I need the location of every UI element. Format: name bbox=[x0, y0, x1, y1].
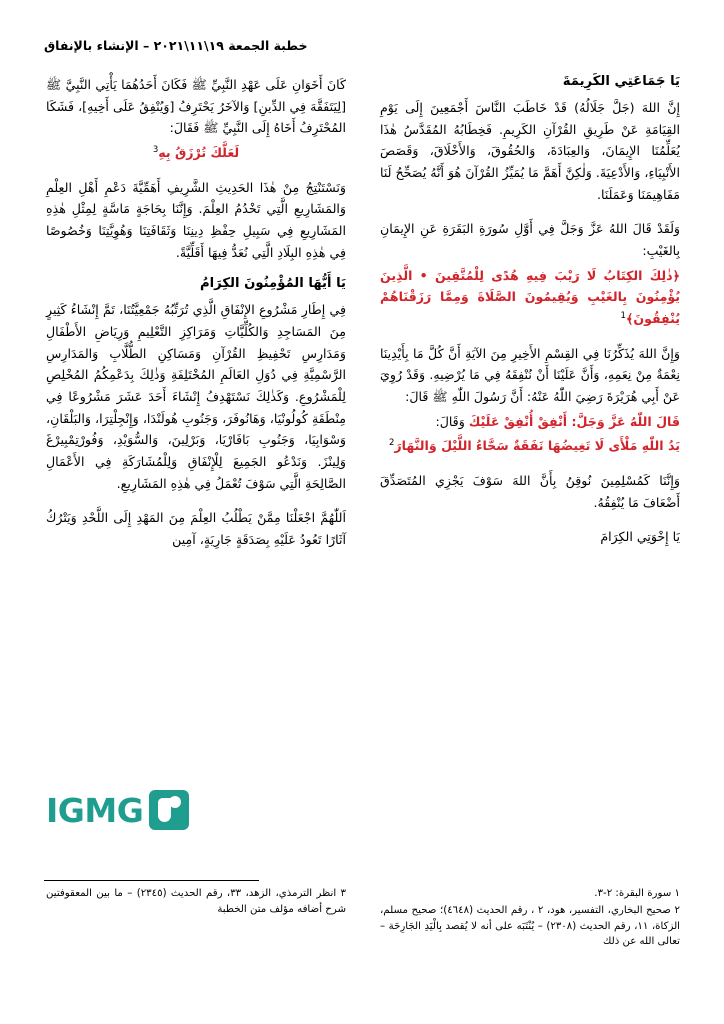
right-paragraph-4: وَإِنَّنَا كَمُسْلِمِينَ نُوقِنُ بِأَنَّ اللهَ سَوْفَ يَجْزِي المُتَصَدِّقَ أَضْعَافَ مَا يُنْفِقُهُ. bbox=[380, 472, 680, 510]
footnotes-left-column bbox=[46, 886, 346, 986]
left-hadith-quote-text: لَعَلَّكَ تُرْزَقُ بِهِ bbox=[158, 144, 240, 160]
hadith-quote bbox=[380, 435, 680, 457]
right-column-heading: يَا جَمَاعَتِي الكَرِيمَةَ bbox=[562, 74, 680, 89]
left-paragraph-2: وَنَسْتَنْتِجُ مِنْ هٰذَا الحَدِيثِ الشَّرِيفِ أَهَمِّيَّةَ دَعْمِ أَهْلِ العِلْمِ وَالمَشَارِيعِ الَّتِي تَخْدُمُ العِلْمَ. وَإِنَّنَا بِحَاجَةٍ مَاسَّةٍ لِمِثْلِ هٰذِهِ المَشَارِيعِ فِي سَبِيلِ حِفْظِ دِينِنَا وَثَقَافَتِنَا وَهُوِيَّتِنَا وَخُصُوصًا فِي هٰذِهِ البِلَادِ الَّتِي نُعَدُّ فِيهَا أَقَلِّيَّةً. bbox=[46, 179, 346, 260]
hadith-footnote-marker: 2 bbox=[388, 438, 395, 448]
hadith-intro bbox=[380, 411, 680, 433]
left-column-heading: يَا أَيُّهَا المُؤْمِنُونَ الكِرَامُ bbox=[200, 276, 346, 292]
footnote-2: ٢ صحيح البخاري، التفسير، هود، ٢ ، رقم الحديث (٤٦٤٨)؛ صحيح مسلم، الزكاة، ١١، رقم الحديث (٢٣٠٨) – يُنْتَبَه على أنه لا يُقصد بِالْيَدِ الجَارِحَة – تعالى الله عن ذلك bbox=[380, 904, 681, 948]
hadith-intro-text: قَالَ اللّٰهُ عَزَّ وَجَلَّ: أَنْفِقْ أُنْفِقْ عَلَيْكَ bbox=[468, 413, 680, 429]
footnote-3: ٣ انظر الترمذي، الزهد، ٣٣، رقم الحديث (٢٣٤٥) – ما بين المعقوفتين شرح أضافه مؤلف متن الخطبة bbox=[46, 888, 346, 915]
quran-quote-footnote-marker: 1 bbox=[620, 310, 626, 321]
right-paragraph-3: وَإِنَّ اللهَ يُذَكِّرُنَا فِي القِسْمِ الأَخِيرِ مِنَ الآيَةِ أَنَّ كُلَّ مَا بِأَيْدِينَا نِعْمَةٌ مِنْ نِعَمِهِ، وَأَنَّ عَلَيْنَا أَنْ نُنْفِقَهُ فِي مَا يُرْضِيهِ. وَقَدْ رُوِيَ عَنْ أَبِي هُرَيْرَةَ رَضِيَ اللّٰهُ عَنْهُ: أَنَّ رَسُولَ اللّٰهِ ﷺ قَالَ: bbox=[380, 345, 680, 404]
footnote-divider bbox=[44, 880, 259, 881]
left-hadith-footnote-marker: 3 bbox=[152, 144, 159, 155]
hadith-after-text: وَقَالَ: bbox=[435, 413, 465, 429]
body-columns bbox=[44, 74, 680, 764]
right-column bbox=[380, 74, 680, 764]
page-header: خطبة الجمعة ١٩\١١\٢٠٢١ – الإنشاء بالإنفاق bbox=[44, 38, 308, 53]
right-closing-address: يَا إِخْوَتِي الكِرَامَ bbox=[600, 529, 680, 545]
left-hadith-quote bbox=[46, 142, 346, 164]
right-paragraph-1: إِنَّ اللهَ (جَلَّ جَلَالُهُ) قَدْ خَاطَبَ النَّاسَ أَجْمَعِينَ إِلَى يَوْمِ القِيَامَةِ عَنْ طَرِيقِ القُرْآنِ الكَرِيمِ. فَخِطَابُهُ المُقَدَّسُ هٰذَا يُعَلِّمُنَا الإِيمَانَ، وَالعِبَادَةَ، وَالحُقُوقَ، وَالأَخْلَاقَ، وَقَصَصَ الأَنْبِيَاءِ، وَالأَدْعِيَةَ. وَلٰكِنَّ أَهَمَّ مَا يُمَيِّزُ القُرْآنَ هُوَ أَنَّهُ يُصَحِّحُ لَنَا مَفَاهِيمَنَا وَعَمَلَنَا. bbox=[380, 100, 680, 202]
footnotes-right-column bbox=[380, 886, 680, 986]
right-paragraph-2: وَلَقَدْ قَالَ اللهُ عَزَّ وَجَلَّ فِي أَوَّلِ سُورَةِ البَقَرَةِ عَنِ الإِيمَانِ بِالغَيْبِ: bbox=[380, 221, 680, 258]
igmg-logo bbox=[46, 790, 189, 830]
igmg-mark-icon bbox=[149, 790, 189, 830]
igmg-logo-text: IGMG bbox=[46, 790, 144, 830]
hadith-quote-text: يَدُ اللّٰهِ مَلْأَى لَا تَغِيضُهَا نَفَقَةٌ سَحَّاءُ اللَّيْلَ وَالنَّهَارَ bbox=[394, 438, 680, 454]
left-column bbox=[46, 74, 346, 764]
quran-quote-text: ﴿ذٰلِكَ الكِتَابُ لَا رَيْبَ فِيهِ هُدًى لِلْمُتَّقِينَ • الَّذِينَ يُؤْمِنُونَ بِالغَيْبِ وَيُقِيمُونَ الصَّلَاةَ وَمِمَّا رَزَقْنَاهُمْ يُنْفِقُونَ﴾ bbox=[380, 267, 680, 326]
footnotes bbox=[44, 886, 680, 986]
left-paragraph-1: كَانَ أَخَوَانِ عَلَى عَهْدِ النَّبِيِّ ﷺ فَكَانَ أَحَدُهُمَا يَأْتِي النَّبِيَّ ﷺ [لِيَتَفَقَّهَ فِي الدِّينِ] وَالآخَرُ يَحْتَرِفُ [وَيُنْفِقُ عَلَى أَخِيهِ]، فَشَكَا المُحْتَرِفُ أَخَاهُ إِلَى النَّبِيِّ ﷺ فَقَالَ: bbox=[46, 77, 346, 136]
quran-quote bbox=[380, 265, 680, 330]
left-dua-paragraph: اَللّٰهُمَّ اجْعَلْنَا مِمَّنْ يَطْلُبُ العِلْمَ مِنَ المَهْدِ إِلَى اللَّحْدِ وَيَتْرُكُ آثَارًا تَعُودُ عَلَيْهِ بِصَدَقَةٍ جَارِيَةٍ، آمِين bbox=[46, 510, 346, 547]
left-paragraph-3: فِي إِطَارِ مَشْرُوعِ الإِنْفَاقِ الَّذِي تُرَتِّبُهُ جَمْعِيَّتُنَا، تَمَّ إِنْشَاءُ كَثِيرٍ مِنَ المَسَاجِدِ وَالكُلِّيَّاتِ وَمَرَاكِزِ التَّعْلِيمِ وَرِيَاضِ الأَطْفَالِ وَمَدَارِسِ تَحْفِيظِ القُرْآنِ وَمَسَاكِنِ الطُّلَّابِ وَالمَدَارِسِ الرَّسْمِيَّةِ فِي دُوَلِ العَالَمِ المُخْتَلِفَةِ وَذٰلِكَ بِدَعْمِكُمُ المُخْلِصِ لِلْمَشْرُوعِ. وَكَذٰلِكَ نَسْتَهْدِفُ إِنْشَاءَ أَحَدَ عَشَرَ مَشْرُوعًا فِي مِنْطَقَةِ كُولُونْيَا، وَهَانُوفَرَ، وَجَنُوبِ هُولَنْدَا، وَإِنْجِلْتِرَا، وَالبَلْقَانِ، وَسْوَابِيَا، وَجَنُوبِ بَافَارْيَا، وَبَرْلِينَ، وَالسُّوَيْدِ، وَفُورْتِمْبِيرْغَ وَلِينْزَ. وَنَدْعُو الجَمِيعَ لِلْإِنْفَاقِ وَلِلْمُشَارَكَةِ فِي الأَعْمَالِ الصَّالِحَةِ الَّتِي سَوْفَ تُعْمَلُ فِي هٰذِهِ المَشَارِيعِ. bbox=[46, 302, 346, 491]
footnote-1: ١ سورة البقرة: ٢-٣. bbox=[594, 888, 680, 899]
